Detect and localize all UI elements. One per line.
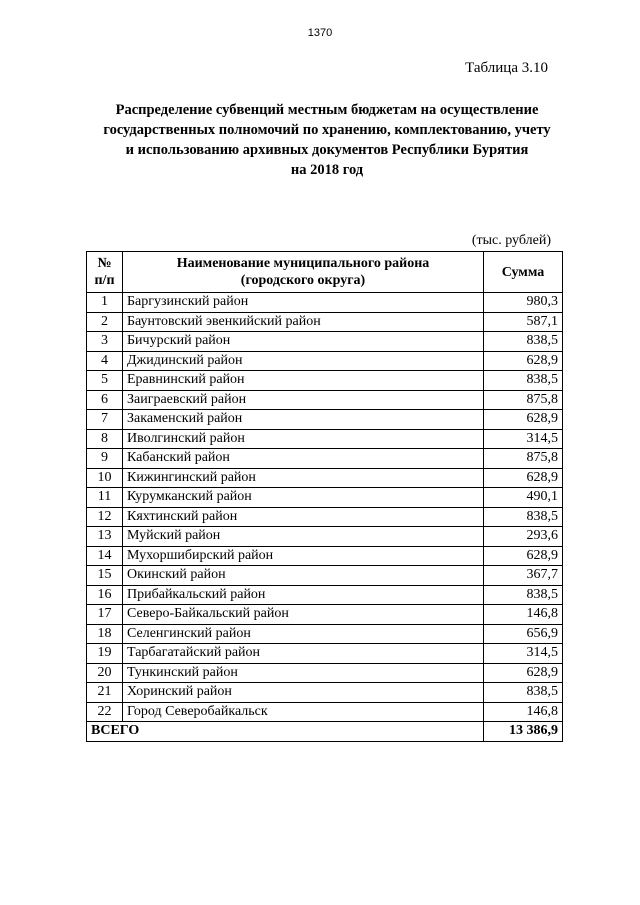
table-row: [87, 546, 563, 566]
document-title: [60, 100, 594, 180]
header-num-line1: №: [97, 256, 112, 271]
header-sum: Сумма: [484, 252, 563, 293]
row-number: 4: [87, 351, 123, 371]
table-row: [87, 293, 563, 313]
table-row: [87, 663, 563, 683]
row-district-name: Кабанский район: [123, 449, 484, 469]
row-district-name: Иволгинский район: [123, 429, 484, 449]
row-district-name: Еравнинский район: [123, 371, 484, 391]
row-number: 10: [87, 468, 123, 488]
row-district-name: Окинский район: [123, 566, 484, 586]
row-number: 15: [87, 566, 123, 586]
row-sum: 838,5: [484, 585, 563, 605]
row-district-name: Кяхтинский район: [123, 507, 484, 527]
row-district-name: Тарбагатайский район: [123, 644, 484, 664]
table-row: [87, 507, 563, 527]
row-number: 20: [87, 663, 123, 683]
table-row: [87, 390, 563, 410]
row-sum: 314,5: [484, 429, 563, 449]
table-row: [87, 605, 563, 625]
row-number: 19: [87, 644, 123, 664]
row-sum: 980,3: [484, 293, 563, 313]
table-row: [87, 410, 563, 430]
row-sum: 838,5: [484, 371, 563, 391]
table-row: [87, 351, 563, 371]
row-sum: 875,8: [484, 449, 563, 469]
row-sum: 146,8: [484, 605, 563, 625]
title-line-3: и использованию архивных документов Республики Бурятия: [125, 142, 529, 158]
header-num-line2: п/п: [94, 273, 115, 288]
row-sum: 838,5: [484, 683, 563, 703]
row-sum: 293,6: [484, 527, 563, 547]
row-district-name: Муйский район: [123, 527, 484, 547]
total-sum: 13 386,9: [484, 722, 563, 742]
table-row: [87, 468, 563, 488]
row-sum: 628,9: [484, 663, 563, 683]
row-sum: 587,1: [484, 312, 563, 332]
row-number: 14: [87, 546, 123, 566]
row-district-name: Мухоршибирский район: [123, 546, 484, 566]
table-row: [87, 429, 563, 449]
row-district-name: Заиграевский район: [123, 390, 484, 410]
row-sum: 628,9: [484, 351, 563, 371]
row-number: 18: [87, 624, 123, 644]
page-number: 1370: [307, 27, 333, 39]
header-name-line1: Наименование муниципального района: [176, 256, 430, 271]
table-row: [87, 683, 563, 703]
table-header-row: [87, 252, 563, 293]
subvention-table: [86, 251, 563, 742]
row-number: 8: [87, 429, 123, 449]
table-row: [87, 585, 563, 605]
table-row: [87, 566, 563, 586]
row-sum: 838,5: [484, 332, 563, 352]
table-row: [87, 332, 563, 352]
row-district-name: Баунтовский эвенкийский район: [123, 312, 484, 332]
row-sum: 367,7: [484, 566, 563, 586]
row-number: 6: [87, 390, 123, 410]
row-district-name: Закаменский район: [123, 410, 484, 430]
table-row: [87, 624, 563, 644]
row-district-name: Прибайкальский район: [123, 585, 484, 605]
row-district-name: Курумканский район: [123, 488, 484, 508]
table-row: [87, 312, 563, 332]
row-district-name: Селенгинский район: [123, 624, 484, 644]
row-number: 1: [87, 293, 123, 313]
row-number: 2: [87, 312, 123, 332]
table-row: [87, 527, 563, 547]
title-line-4: на 2018 год: [290, 162, 364, 178]
row-sum: 875,8: [484, 390, 563, 410]
row-district-name: Город Северобайкальск: [123, 702, 484, 722]
table-row: [87, 449, 563, 469]
row-number: 3: [87, 332, 123, 352]
row-number: 12: [87, 507, 123, 527]
row-number: 7: [87, 410, 123, 430]
total-row: [87, 722, 563, 742]
row-district-name: Бичурский район: [123, 332, 484, 352]
row-number: 17: [87, 605, 123, 625]
title-line-2: государственных полномочий по хранению, комплектованию, учету: [103, 122, 551, 138]
table-row: [87, 488, 563, 508]
row-number: 9: [87, 449, 123, 469]
row-number: 16: [87, 585, 123, 605]
row-number: 5: [87, 371, 123, 391]
table-row: [87, 644, 563, 664]
row-district-name: Баргузинский район: [123, 293, 484, 313]
table-row: [87, 702, 563, 722]
row-district-name: Кижингинский район: [123, 468, 484, 488]
row-sum: 314,5: [484, 644, 563, 664]
row-number: 21: [87, 683, 123, 703]
row-sum: 838,5: [484, 507, 563, 527]
table-row: [87, 371, 563, 391]
row-district-name: Тункинский район: [123, 663, 484, 683]
row-sum: 656,9: [484, 624, 563, 644]
header-name-line2: (городского округа): [240, 273, 366, 288]
row-sum: 490,1: [484, 488, 563, 508]
row-number: 13: [87, 527, 123, 547]
row-district-name: Джидинский район: [123, 351, 484, 371]
units-note: (тыс. рублей): [471, 233, 551, 248]
row-sum: 628,9: [484, 546, 563, 566]
table-body: [87, 293, 563, 722]
row-number: 11: [87, 488, 123, 508]
row-sum: 628,9: [484, 410, 563, 430]
row-sum: 628,9: [484, 468, 563, 488]
row-sum: 146,8: [484, 702, 563, 722]
row-number: 22: [87, 702, 123, 722]
row-district-name: Хоринский район: [123, 683, 484, 703]
title-line-1: Распределение субвенций местным бюджетам на осуществление: [115, 102, 539, 118]
total-label: ВСЕГО: [87, 722, 484, 742]
header-num: [87, 252, 123, 293]
header-name: [123, 252, 484, 293]
table-label: Таблица 3.10: [465, 60, 548, 76]
row-district-name: Северо-Байкальский район: [123, 605, 484, 625]
